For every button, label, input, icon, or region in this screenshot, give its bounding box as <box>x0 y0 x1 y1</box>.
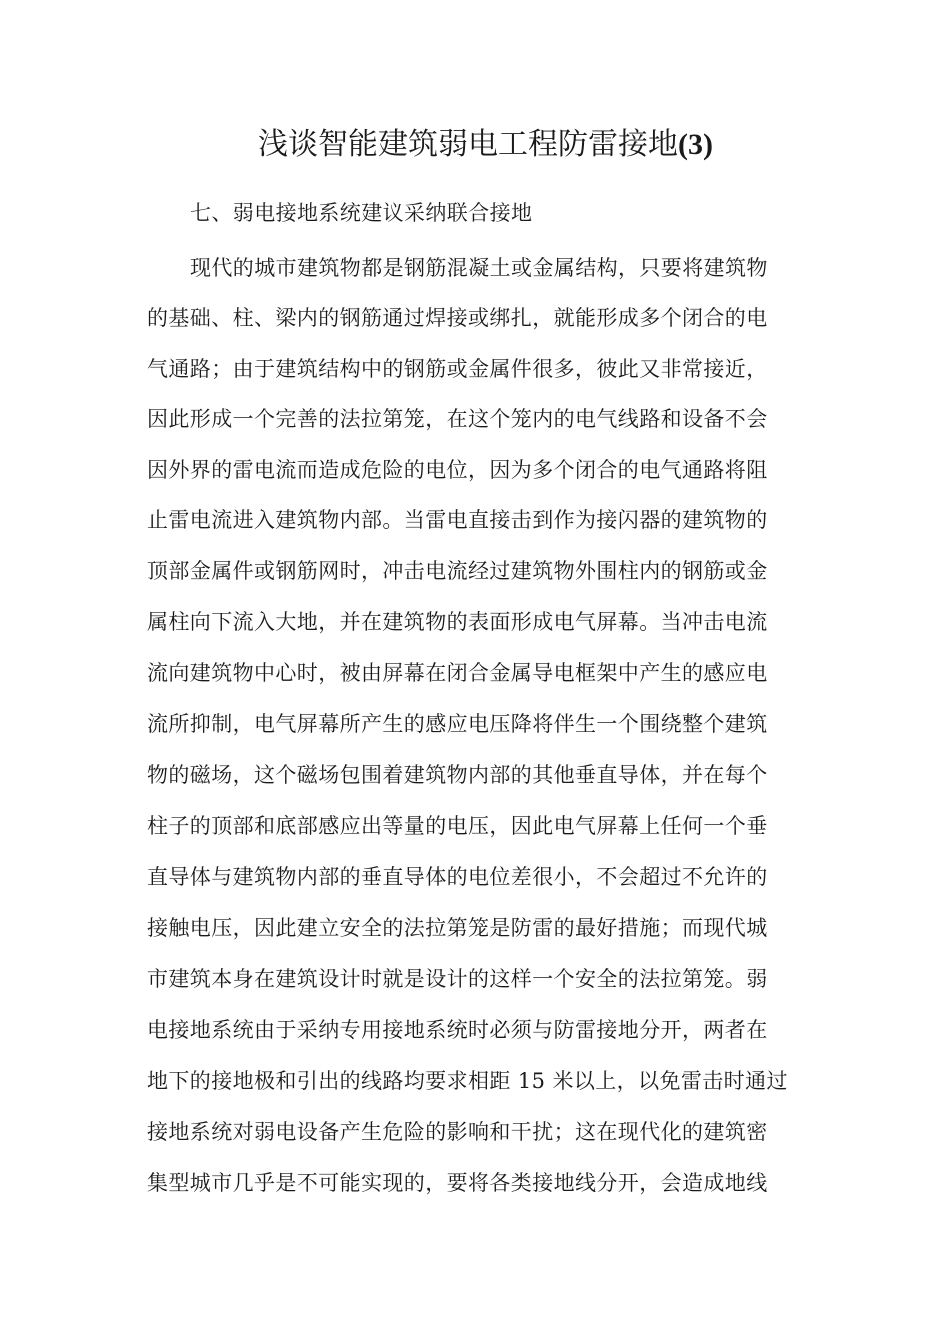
title-text: 浅谈智能建筑弱电工程防雷接地 <box>258 127 678 162</box>
paragraph-line: 顶部金属件或钢筋网时，冲击电流经过建筑物外围柱内的钢筋或金 <box>147 559 768 583</box>
paragraph-line: 流所抑制，电气屏幕所产生的感应电压降将伴生一个围绕整个建筑 <box>147 712 768 736</box>
title-part-number: (3) <box>678 128 713 161</box>
paragraph-line: 流向建筑物中心时，被由屏幕在闭合金属导电框架中产生的感应电 <box>147 661 768 685</box>
paragraph-line: 止雷电流进入建筑物内部。当雷电直接击到作为接闪器的建筑物的 <box>147 508 768 532</box>
paragraph-line: 现代的城市建筑物都是钢筋混凝土或金属结构，只要将建筑物 <box>190 256 768 280</box>
paragraph-line: 的基础、柱、梁内的钢筋通过焊接或绑扎，就能形成多个闭合的电 <box>147 306 768 330</box>
paragraph-line: 市建筑本身在建筑设计时就是设计的这样一个安全的法拉第笼。弱 <box>147 967 768 991</box>
paragraph-line: 接触电压，因此建立安全的法拉第笼是防雷的最好措施；而现代城 <box>147 916 768 940</box>
paragraph-line: 地下的接地极和引出的线路均要求相距 15 米以上，以免雷击时通过 <box>147 1069 788 1093</box>
paragraph-line: 物的磁场，这个磁场包围着建筑物内部的其他垂直导体，并在每个 <box>147 763 768 787</box>
paragraph-line: 属柱向下流入大地，并在建筑物的表面形成电气屏幕。当冲击电流 <box>147 610 768 634</box>
paragraph-line: 集型城市几乎是不可能实现的，要将各类接地线分开，会造成地线 <box>147 1171 768 1195</box>
paragraph-line: 接地系统对弱电设备产生危险的影响和干扰；这在现代化的建筑密 <box>147 1120 768 1144</box>
document-title <box>258 120 818 170</box>
paragraph-line: 因外界的雷电流而造成危险的电位，因为多个闭合的电气通路将阻 <box>147 458 768 482</box>
paragraph-line: 电接地系统由于采纳专用接地系统时必须与防雷接地分开，两者在 <box>147 1018 768 1042</box>
paragraph-line: 柱子的顶部和底部感应出等量的电压，因此电气屏幕上任何一个垂 <box>147 814 768 838</box>
paragraph-line: 直导体与建筑物内部的垂直导体的电位差很小，不会超过不允许的 <box>147 865 768 889</box>
section-heading: 七、弱电接地系统建议采纳联合接地 <box>190 201 533 225</box>
paragraph-line: 气通路；由于建筑结构中的钢筋或金属件很多，彼此又非常接近， <box>147 357 768 381</box>
paragraph-line: 因此形成一个完善的法拉第笼，在这个笼内的电气线路和设备不会 <box>147 407 768 431</box>
